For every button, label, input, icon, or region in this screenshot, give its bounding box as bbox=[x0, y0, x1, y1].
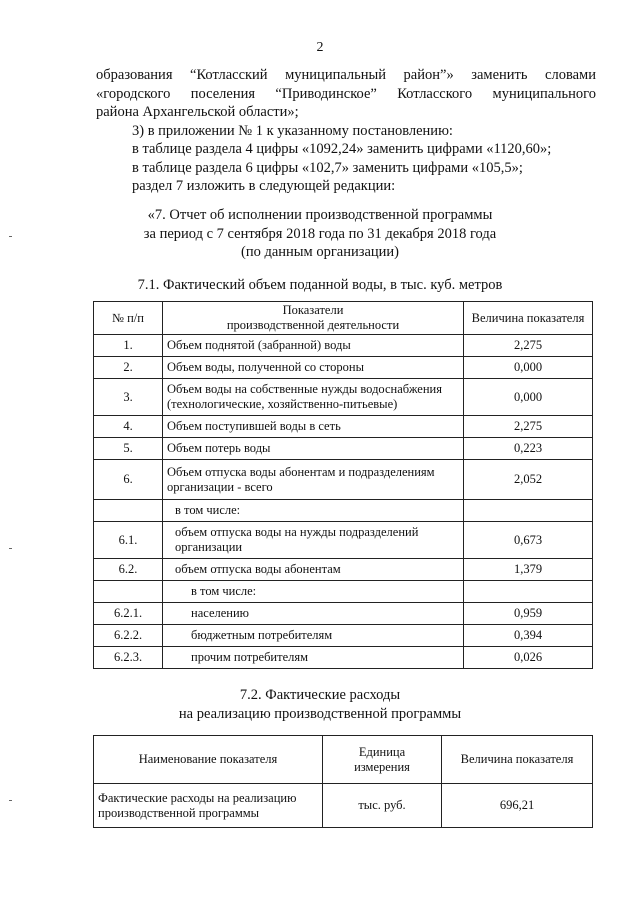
table-row bbox=[94, 647, 593, 669]
table-row bbox=[94, 460, 593, 500]
header-unit bbox=[323, 736, 442, 784]
margin-mark bbox=[9, 236, 12, 237]
header-name: Наименование показателя bbox=[94, 736, 323, 784]
row-label: объем отпуска воды абонентам bbox=[163, 559, 464, 581]
section-7-title bbox=[0, 206, 640, 262]
header-num: № п/п bbox=[94, 302, 163, 335]
intro-line-2: «городского поселения “Приводинское” Котласского муниципального bbox=[96, 85, 596, 102]
table-header-row bbox=[94, 736, 593, 784]
row-value: 0,959 bbox=[464, 603, 593, 625]
row-num: 6.1. bbox=[94, 522, 163, 559]
table-2-title-line-2: на реализацию производственной программы bbox=[178, 705, 462, 722]
row-value: 0,026 bbox=[464, 647, 593, 669]
row-num: 1. bbox=[94, 335, 163, 357]
row-value bbox=[464, 581, 593, 603]
row-label: Объем воды на собственные нужды водоснабжения (технологические, хозяйственно-питьевые) bbox=[163, 379, 464, 416]
table-row bbox=[94, 581, 593, 603]
table-2-title bbox=[0, 686, 640, 723]
header-value: Величина показателя bbox=[464, 302, 593, 335]
row-value: 0,223 bbox=[464, 438, 593, 460]
table-1-title: 7.1. Фактический объем поданной воды, в тыс. куб. метров bbox=[137, 277, 503, 293]
row-num bbox=[94, 500, 163, 522]
header-indicator-line-1: Показатели bbox=[282, 303, 344, 317]
table-row bbox=[94, 416, 593, 438]
row-value: 2,052 bbox=[464, 460, 593, 500]
row-value: 0,000 bbox=[464, 357, 593, 379]
header-unit-line-1: Единица bbox=[358, 744, 406, 759]
row-unit: тыс. руб. bbox=[323, 784, 442, 828]
intro-line-3: района Архангельской области»; bbox=[96, 104, 299, 120]
row-value: 2,275 bbox=[464, 335, 593, 357]
row-value: 696,21 bbox=[442, 784, 593, 828]
row-label: Объем поднятой (забранной) воды bbox=[163, 335, 464, 357]
row-num: 6. bbox=[94, 460, 163, 500]
header-indicator-line-2: производственной деятельности bbox=[226, 318, 400, 332]
table-row bbox=[94, 625, 593, 647]
table-row bbox=[94, 522, 593, 559]
row-label: Объем поступившей воды в сеть bbox=[163, 416, 464, 438]
row-num bbox=[94, 581, 163, 603]
margin-mark bbox=[9, 548, 12, 549]
table-row bbox=[94, 357, 593, 379]
table-row bbox=[94, 438, 593, 460]
section-7-title-line-3: (по данным организации) bbox=[240, 244, 399, 260]
table-row bbox=[94, 559, 593, 581]
row-num: 6.2.3. bbox=[94, 647, 163, 669]
row-num: 4. bbox=[94, 416, 163, 438]
row-num: 2. bbox=[94, 357, 163, 379]
page-number: 2 bbox=[316, 40, 324, 55]
table-row bbox=[94, 335, 593, 357]
table-row bbox=[94, 784, 593, 828]
water-volume-table bbox=[93, 301, 593, 669]
margin-mark bbox=[9, 800, 12, 801]
table-row bbox=[94, 500, 593, 522]
row-label: в том числе: bbox=[163, 581, 464, 603]
row-num: 3. bbox=[94, 379, 163, 416]
row-value: 2,275 bbox=[464, 416, 593, 438]
row-value bbox=[464, 500, 593, 522]
header-unit-line-2: измерения bbox=[354, 759, 410, 774]
row-value: 1,379 bbox=[464, 559, 593, 581]
table-header-row bbox=[94, 302, 593, 335]
intro-text bbox=[96, 66, 596, 196]
row-label: в том числе: bbox=[163, 500, 464, 522]
row-label: Объем потерь воды bbox=[163, 438, 464, 460]
section-7-title-line-2: за период с 7 сентября 2018 года по 31 декабря 2018 года bbox=[143, 225, 497, 242]
row-num: 6.2.1. bbox=[94, 603, 163, 625]
row-num: 6.2.2. bbox=[94, 625, 163, 647]
row-name: Фактические расходы на реализацию производственной программы bbox=[94, 784, 323, 828]
row-num: 6.2. bbox=[94, 559, 163, 581]
row-value: 0,000 bbox=[464, 379, 593, 416]
row-label: Объем отпуска воды абонентам и подразделениям организации - всего bbox=[163, 460, 464, 500]
row-label: населению bbox=[163, 603, 464, 625]
section-7-title-line-1: «7. Отчет об исполнении производственной программы bbox=[147, 207, 493, 223]
row-value: 0,394 bbox=[464, 625, 593, 647]
row-value: 0,673 bbox=[464, 522, 593, 559]
row-label: объем отпуска воды на нужды подразделений организации bbox=[163, 522, 464, 559]
row-num: 5. bbox=[94, 438, 163, 460]
intro-table-4-change: в таблице раздела 4 цифры «1092,24» заменить цифрами «1120,60»; bbox=[132, 141, 552, 157]
row-label: бюджетным потребителям bbox=[163, 625, 464, 647]
table-2-title-line-1: 7.2. Фактические расходы bbox=[239, 687, 401, 703]
table-row bbox=[94, 603, 593, 625]
expenses-table bbox=[93, 735, 593, 828]
header-value: Величина показателя bbox=[442, 736, 593, 784]
intro-line-1: образования “Котласский муниципальный район”» заменить словами bbox=[96, 67, 596, 83]
row-label: Объем воды, полученной со стороны bbox=[163, 357, 464, 379]
row-label: прочим потребителям bbox=[163, 647, 464, 669]
intro-section-7: раздел 7 изложить в следующей редакции: bbox=[132, 178, 396, 194]
table-row bbox=[94, 379, 593, 416]
intro-item-3: 3) в приложении № 1 к указанному постановлению: bbox=[132, 122, 453, 139]
header-indicator bbox=[163, 302, 464, 335]
intro-table-6-change: в таблице раздела 6 цифры «102,7» заменить цифрами «105,5»; bbox=[132, 159, 523, 176]
